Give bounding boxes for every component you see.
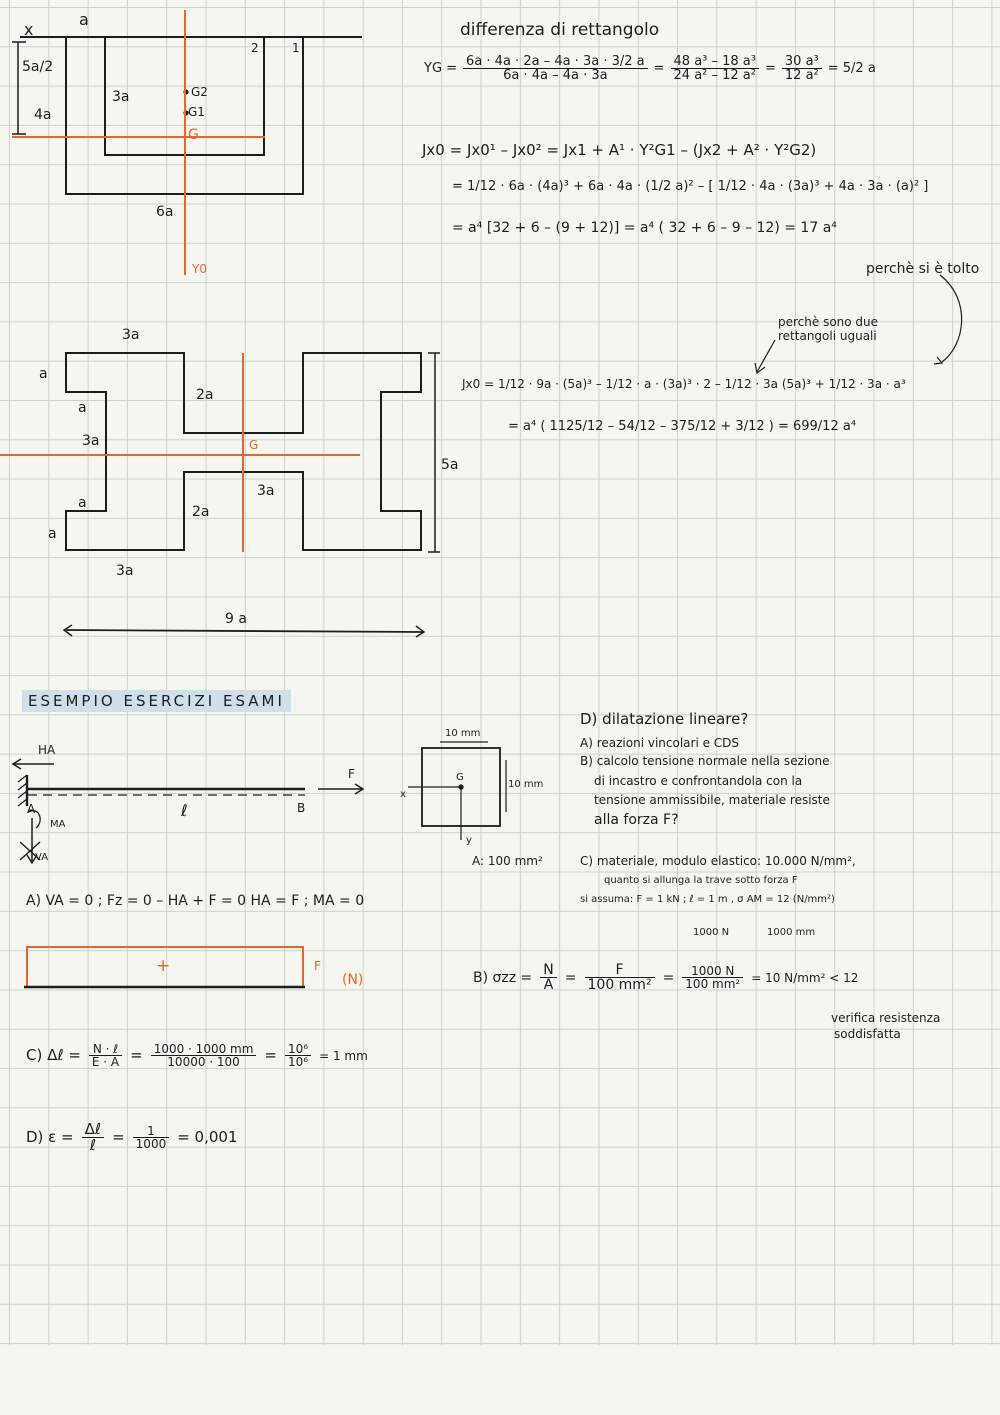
yg-formula: YG = $\frac{6a \cdot 4a \cdot 2a - 4a \cdot 3a \cdot 3/2 a}{6a \cdot 4a - 4a \cdot 3a}$ = $\frac{\text{48 a³ – 18 a³}}{\text{24 a² – 12 a²}}$ = $\frac{\text{30 a³}}{\text{12 a²}}$ = 5/2 a — [424, 54, 876, 83]
question-c-line-3: si assuma: F = 1 kN ; ℓ = 1 m , σ AM = 12 (N/mm²) — [580, 894, 835, 905]
answer-d-strain: D) ε = $\frac{\text{Δℓ}}{\text{ℓ}}$ = $\frac{1}{1000}$ = 0,001 — [26, 1120, 238, 1154]
dim-a-bottom: a — [48, 526, 57, 542]
section-area-label: A: 100 mm² — [472, 854, 543, 868]
answer-b-note-2: soddisfatta — [834, 1027, 901, 1041]
label-f-beam: F — [348, 767, 355, 781]
beam-figure — [13, 759, 363, 863]
jx0-line-2: = 1/12 · 6a · (4a)³ + 6a · 4a · (1/2 a)² – [ 1/12 · 4a · (3a)³ + 4a · 3a · (a)² ] — [452, 179, 929, 194]
section-x-label: x — [400, 789, 406, 800]
section-width-label: 10 mm — [445, 728, 481, 739]
dim-9a-line — [66, 630, 423, 632]
label-b: B — [297, 801, 306, 815]
cross-section-figure — [408, 742, 506, 840]
dim-6a: 6a — [156, 204, 174, 220]
label-length-l: ℓ — [181, 801, 188, 820]
yg-num-1: 6a · 4a · 2a – 4a · 3a · 3/2 a — [463, 55, 648, 69]
n-diagram-f-label: F — [314, 959, 321, 973]
label-g1: G1 — [188, 105, 205, 119]
answer-b-frac3-num: 1000 N — [682, 965, 743, 978]
label-a-support: A — [27, 802, 36, 816]
dim-5a-half: 5a/2 — [22, 59, 54, 75]
note-two-rects: perchè sono due rettangoli uguali — [778, 315, 879, 343]
question-b-line-1: B) calcolo tensione normale nella sezione — [580, 754, 830, 768]
section1-figure — [12, 37, 362, 194]
question-c-line-2: quanto si allunga la trave sotto forza F — [604, 875, 798, 886]
section-title-exam-examples: ESEMPIO ESERCIZI ESAMI — [22, 694, 291, 709]
answer-c-frac1-num: N · ℓ — [89, 1043, 122, 1056]
jx0-h-line-1: Jx0 = 1/12 · 9a · (5a)³ – 1/12 · a · (3a)³ · 2 – 1/12 · 3a (5a)³ + 1/12 · 3a · a³ — [462, 377, 906, 391]
answer-b-frac1-num: N — [540, 963, 556, 978]
dim-2a-top: 2a — [196, 387, 214, 403]
question-b-line-3: tensione ammissibile, materiale resiste — [594, 793, 830, 807]
dim-a-lower: a — [78, 495, 87, 511]
dim-3a-top: 3a — [122, 327, 140, 343]
section2-axes — [0, 353, 360, 552]
label-x: x — [24, 20, 34, 39]
label-g2: G2 — [191, 85, 208, 99]
answer-c-frac3-num: 10⁶ — [285, 1043, 311, 1056]
answer-b-result: = 10 N/mm² < 12 — [751, 970, 859, 985]
dim-3a-mid: 3a — [257, 483, 275, 499]
yg-num-3: 30 a³ — [782, 55, 822, 69]
label-ma: MA — [50, 819, 66, 830]
jx0-line-3: = a⁴ [32 + 6 – (9 + 12)] = a⁴ ( 32 + 6 – 9 – 12) = 17 a⁴ — [452, 220, 837, 236]
answer-c-frac1-den: E · A — [91, 1055, 120, 1069]
answer-b-frac1-den: A — [543, 977, 554, 993]
dim-a-left: a — [39, 366, 48, 382]
yg-den-3: 12 a² — [784, 68, 819, 83]
yg-num-2: 48 a³ – 18 a³ — [671, 55, 759, 69]
heading-rect-difference: differenza di rettangolo — [460, 20, 660, 40]
section-g-label: G — [456, 772, 464, 783]
answer-a-equilibrium: A) VA = 0 ; Fz = 0 – HA + F = 0 HA = F ; MA = 0 — [26, 893, 365, 909]
dim-5a: 5a — [441, 457, 459, 473]
answer-c-frac3-den: 10⁶ — [288, 1055, 309, 1069]
label-g-hsection: G — [249, 438, 259, 452]
answer-b-stress: B) σzz = $\frac{N}{A}$ = $\frac{F}{\text{100 mm²}}$ = $\frac{1000 N}{\text{100 mm²}}$ = 10 N/mm² < 12 — [473, 962, 859, 993]
n-diagram-plus: + — [156, 956, 171, 976]
question-d: D) dilatazione lineare? — [580, 710, 749, 728]
question-a: A) reazioni vincolari e CDS — [580, 736, 740, 750]
section-y-label: y — [466, 835, 472, 846]
label-va: VA — [35, 852, 49, 863]
question-c-length-conv: 1000 mm — [767, 927, 816, 938]
label-g: G — [188, 127, 199, 143]
label-rect-2: 2 — [251, 41, 259, 55]
dim-9a: 9 a — [225, 611, 247, 627]
answer-d-frac2-den: 1000 — [135, 1137, 167, 1151]
answer-c-frac2-num: 1000 · 1000 mm — [151, 1043, 257, 1056]
answer-d-frac1-den: ℓ — [89, 1136, 96, 1154]
dim-a-inner: a — [78, 400, 87, 416]
n-diagram-unit: (N) — [342, 972, 364, 988]
answer-d-frac1-num: Δℓ — [82, 1122, 104, 1138]
note-why-removed: perchè si è tolto — [866, 261, 980, 277]
label-y0: Y0 — [192, 262, 207, 276]
page-bottom-margin — [0, 1345, 1000, 1415]
answer-b-frac2-den: 100 mm² — [587, 977, 652, 993]
yg-den-1: 6a · 4a – 4a · 3a — [503, 68, 608, 83]
answer-b-prefix: B) σzz = — [473, 969, 533, 986]
dim-2a-bottom: 2a — [192, 504, 210, 520]
jx0-line-1: Jx0 = Jx0¹ – Jx0² = Jx1 + A¹ · Y²G1 – (Jx2 + A² · Y²G2) — [422, 141, 817, 159]
yg-result: = 5/2 a — [827, 61, 876, 76]
jx0-h-line-2: = a⁴ ( 1125/12 – 54/12 – 375/12 + 3/12 ) = 699/12 a⁴ — [508, 419, 857, 434]
dim-3a: 3a — [112, 89, 130, 105]
label-a: a — [79, 10, 89, 29]
answer-b-frac3-den: 100 mm² — [685, 977, 741, 991]
answer-b-note-1: verifica resistenza — [831, 1011, 941, 1025]
question-b-line-4: alla forza F? — [594, 812, 679, 828]
dim-4a: 4a — [34, 107, 52, 123]
note-arrow-why-removed — [940, 275, 962, 362]
label-ha: HA — [38, 743, 56, 757]
answer-d-prefix: D) ε = — [26, 1128, 74, 1146]
answer-c-result: = 1 mm — [319, 1048, 368, 1063]
section-height-label: 10 mm — [508, 779, 544, 790]
question-c-force-conv: 1000 N — [693, 927, 730, 938]
answer-d-result: = 0,001 — [177, 1128, 238, 1146]
label-rect-1: 1 — [292, 41, 300, 55]
answer-c-elongation: C) Δℓ = $\frac{\text{N · ℓ}}{E \cdot A}$ = $\frac{1000 \cdot 1000 mm}{10000 \cdot 100}$ = $\frac{\text{10⁶}}{\text{10⁶}}$ = 1 mm — [26, 1042, 368, 1069]
yg-label: YG = — [424, 61, 458, 76]
answer-d-frac2-num: 1 — [133, 1125, 170, 1138]
dim-3a-left: 3a — [82, 433, 100, 449]
answer-c-frac2-den: 10000 · 100 — [167, 1055, 240, 1069]
question-b-line-2: di incastro e confrontandola con la — [594, 774, 803, 788]
question-c-line-1: C) materiale, modulo elastico: 10.000 N/mm², — [580, 854, 856, 868]
yg-den-2: 24 a² – 12 a² — [673, 68, 756, 83]
dim-3a-bottom: 3a — [116, 563, 134, 579]
answer-c-prefix: C) Δℓ = — [26, 1046, 81, 1064]
answer-b-frac2-num: F — [585, 963, 655, 978]
section1-axes — [12, 10, 265, 275]
note-arrow-two-rects — [757, 340, 775, 372]
